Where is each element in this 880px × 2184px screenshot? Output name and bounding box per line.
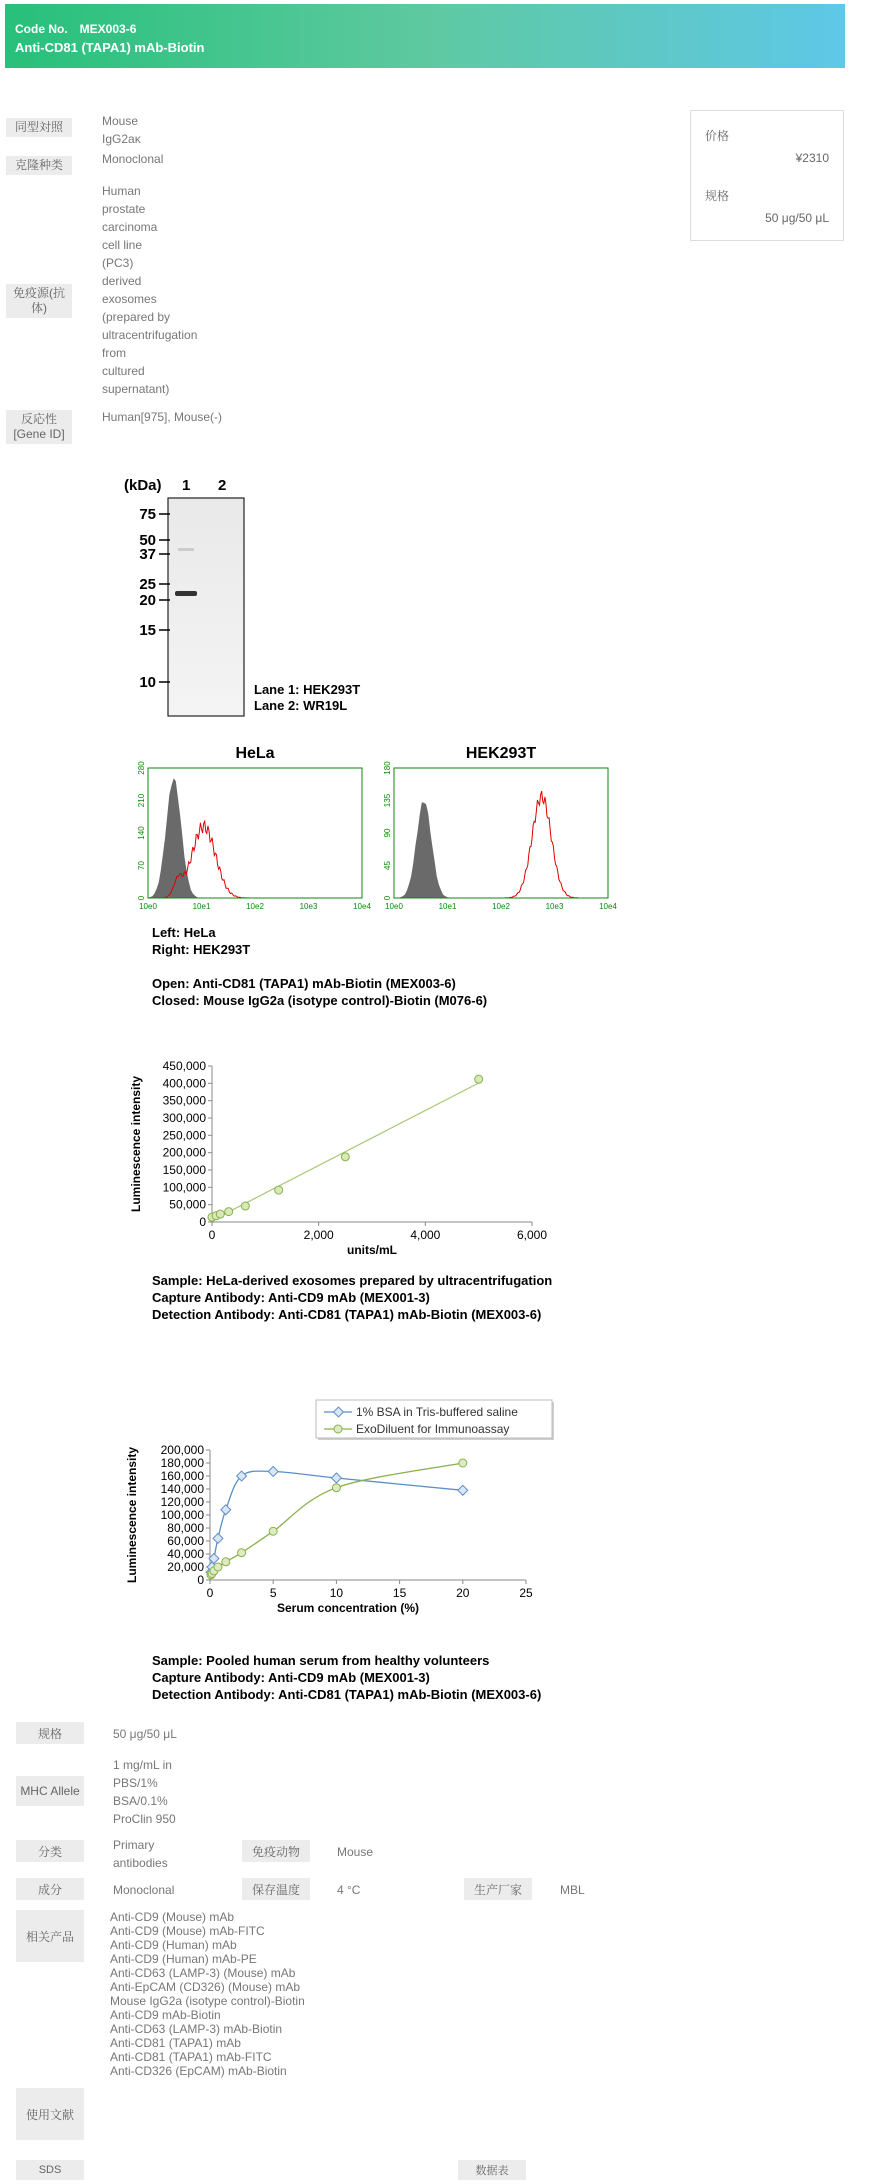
host-animal-label: 免疫动物 xyxy=(242,1840,310,1862)
data-point xyxy=(459,1459,467,1467)
legend-label: 1% BSA in Tris-buffered saline xyxy=(356,1405,518,1419)
spec-value-line: derived xyxy=(102,274,142,288)
chart-caption-line: Sample: HeLa-derived exosomes prepared by ultracentrifugation xyxy=(152,1273,553,1288)
legend-marker xyxy=(334,1425,342,1433)
literature-label: 使用文献 xyxy=(16,2088,84,2140)
ytick-label: 100,000 xyxy=(160,1508,204,1522)
xtick-label: 20 xyxy=(456,1586,470,1600)
fc-xtick-label: 10e1 xyxy=(192,902,211,911)
mhc-allele-line: ProClin 950 xyxy=(113,1812,176,1826)
related-product-item[interactable]: Anti-CD9 (Human) mAb-PE xyxy=(110,1952,257,1966)
western-blot-figure xyxy=(120,470,400,720)
wb-gel xyxy=(168,498,244,716)
ytick-label: 150,000 xyxy=(162,1163,206,1177)
size-value: 50 μg/50 μL xyxy=(765,211,829,225)
related-product-item[interactable]: Anti-CD9 (Mouse) mAb xyxy=(110,1910,235,1924)
wb-marker-label: 75 xyxy=(139,506,156,523)
data-point xyxy=(222,1558,230,1566)
ytick-label: 50,000 xyxy=(169,1197,206,1212)
ytick-label: 0 xyxy=(199,1215,206,1229)
ytick-label: 100,000 xyxy=(162,1180,206,1195)
data-point xyxy=(225,1208,233,1216)
ytick-label: 200,000 xyxy=(160,1443,204,1457)
wb-band xyxy=(178,548,194,551)
fc-ytick-label: 210 xyxy=(137,793,146,808)
xtick-label: 4,000 xyxy=(410,1228,441,1242)
mhc-allele-label: MHC Allele xyxy=(16,1776,84,1806)
storage-value: 4 °C xyxy=(337,1883,361,1897)
standard-curve-caption xyxy=(152,1272,552,1323)
price-box xyxy=(690,110,844,241)
ytick-label: 400,000 xyxy=(162,1076,206,1091)
flow-cytometry-figure xyxy=(130,740,620,920)
fc-caption-line xyxy=(152,958,487,975)
spec-label: 克隆种类 xyxy=(6,156,72,175)
fc-xtick-label: 10e1 xyxy=(438,902,457,911)
ytick-label: 140,000 xyxy=(160,1482,204,1496)
mhc-allele-line: BSA/0.1% xyxy=(113,1794,168,1808)
y-axis-title: Luminescence intensity xyxy=(129,1075,143,1213)
xtick-label: 0 xyxy=(206,1586,214,1600)
data-point xyxy=(269,1527,277,1535)
class-line: antibodies xyxy=(113,1856,168,1870)
data-point xyxy=(458,1485,468,1495)
maker-label: 生产厂家 xyxy=(464,1878,532,1900)
spec-value-line: from xyxy=(102,346,126,360)
wb-marker-label: 15 xyxy=(139,622,156,639)
fc-xtick-label: 10e3 xyxy=(299,902,318,911)
spec-label: 反応性 [Gene ID] xyxy=(6,410,72,444)
serum-dilution-chart xyxy=(120,1390,560,1640)
price-label: 价格 xyxy=(705,129,730,143)
spec-value-line: prostate xyxy=(102,202,146,216)
chart-caption-line: Sample: Pooled human serum from healthy volunteers xyxy=(152,1653,490,1668)
wb-marker-label: 37 xyxy=(139,546,156,563)
serum-dilution-caption xyxy=(152,1652,541,1703)
spec-value-line: Human[975], Mouse(-) xyxy=(102,410,223,424)
fc-panel-title: HeLa xyxy=(235,745,275,762)
fc-ytick-label: 140 xyxy=(137,826,146,840)
chart-caption-line: Capture Antibody: Anti-CD9 mAb (MEX001-3) xyxy=(152,1670,430,1685)
related-products-list xyxy=(110,1910,305,2078)
ytick-label: 450,000 xyxy=(162,1059,206,1073)
related-products-label: 相关产品 xyxy=(16,1910,84,1962)
fc-xtick-label: 10e3 xyxy=(545,902,564,911)
spec-value-line: cultured xyxy=(102,364,145,378)
fc-caption-line: Left: HeLa xyxy=(152,925,216,940)
y-axis-title: Luminescence intensity xyxy=(125,1446,139,1584)
fc-xtick-label: 10e2 xyxy=(492,902,510,911)
spec-value-line: cell line xyxy=(102,238,143,252)
code-number: Code No. MEX003-6 xyxy=(15,22,137,36)
chart-caption-line: Capture Antibody: Anti-CD9 mAb (MEX001-3) xyxy=(152,1290,430,1305)
fc-caption-line: Closed: Mouse IgG2a (isotype control)-Biotin (M076-6) xyxy=(152,993,488,1008)
size-label: 规格 xyxy=(705,189,730,203)
related-product-item[interactable]: Anti-CD63 (LAMP-3) mAb-Biotin xyxy=(110,2022,283,2036)
data-point xyxy=(214,1563,222,1571)
fc-xtick-label: 10e4 xyxy=(353,902,371,911)
sds-link[interactable]: SDS xyxy=(16,2160,84,2180)
related-product-item[interactable]: Anti-CD81 (TAPA1) mAb xyxy=(110,2036,241,2050)
spec-value-line: supernatant) xyxy=(102,382,170,396)
spec-value xyxy=(102,408,222,426)
ytick-label: 20,000 xyxy=(167,1560,204,1574)
spec-value-line: IgG2aκ xyxy=(102,132,141,146)
spec-value-line: ultracentrifugation xyxy=(102,328,198,342)
wb-unit-label: (kDa) xyxy=(124,477,162,494)
x-axis-title: Serum concentration (%) xyxy=(276,1601,420,1615)
fc-xtick-label: 10e0 xyxy=(139,902,157,911)
data-point xyxy=(213,1533,223,1543)
ytick-label: 180,000 xyxy=(160,1456,204,1470)
component-label: 成分 xyxy=(16,1878,84,1900)
xtick-label: 2,000 xyxy=(303,1228,334,1242)
spec-value-line: (PC3) xyxy=(102,256,134,270)
mhc-allele-value xyxy=(113,1756,176,1828)
datasheet-link[interactable]: 数据表 xyxy=(458,2160,526,2180)
mhc-allele-line: PBS/1% xyxy=(113,1776,158,1790)
related-product-item[interactable]: Anti-CD9 (Mouse) mAb-FITC xyxy=(110,1924,265,1938)
class-line: Primary xyxy=(113,1838,155,1852)
ytick-label: 200,000 xyxy=(162,1145,206,1160)
data-point xyxy=(341,1153,349,1161)
xtick-label: 10 xyxy=(329,1586,344,1600)
x-axis-title: units/mL xyxy=(347,1243,397,1257)
product-name: Anti-CD81 (TAPA1) mAb-Biotin xyxy=(15,40,205,55)
related-product-item[interactable]: Anti-CD63 (LAMP-3) (Mouse) mAb xyxy=(110,1966,296,1980)
standard-curve-chart xyxy=(120,1030,560,1260)
fc-isotype-histogram xyxy=(394,802,608,898)
wb-band xyxy=(175,591,197,596)
data-point xyxy=(216,1210,224,1218)
fc-xtick-label: 10e2 xyxy=(246,902,264,911)
chart-caption-line: Detection Antibody: Anti-CD81 (TAPA1) mAb-Biotin (MEX003-6) xyxy=(152,1687,542,1702)
fc-ytick-label: 0 xyxy=(137,895,146,901)
fc-ytick-label: 135 xyxy=(383,793,392,808)
fc-ytick-label: 280 xyxy=(137,761,146,775)
data-point xyxy=(275,1186,283,1194)
wb-lane-legend: Lane 1: HEK293T xyxy=(254,682,361,697)
spec-value-line: Mouse xyxy=(102,114,139,128)
ytick-label: 120,000 xyxy=(160,1495,204,1509)
ytick-label: 160,000 xyxy=(160,1469,204,1483)
mhc-allele-line: 1 mg/mL in xyxy=(113,1758,172,1772)
trendline xyxy=(212,1083,479,1220)
xtick-label: 5 xyxy=(269,1586,277,1600)
fc-ytick-label: 45 xyxy=(383,861,392,870)
related-product-item[interactable]: Mouse IgG2a (isotype control)-Biotin xyxy=(110,1994,305,2008)
fc-xtick-label: 10e4 xyxy=(599,902,617,911)
wb-lane-legend: Lane 2: WR19L xyxy=(254,698,348,713)
fc-xtick-label: 10e0 xyxy=(385,902,403,911)
wb-marker-label: 20 xyxy=(139,592,156,609)
xtick-label: 25 xyxy=(519,1586,533,1600)
spec-value xyxy=(102,150,163,168)
xtick-label: 15 xyxy=(392,1586,407,1600)
spec-value xyxy=(102,112,141,148)
spec-value-line: Monoclonal xyxy=(102,152,164,166)
class-label: 分类 xyxy=(16,1840,84,1862)
host-animal-value: Mouse xyxy=(337,1845,374,1859)
ytick-label: 300,000 xyxy=(162,1111,206,1125)
data-point xyxy=(241,1202,249,1210)
fc-panel-title: HEK293T xyxy=(465,745,537,762)
fc-ytick-label: 90 xyxy=(383,828,392,838)
wb-marker-label: 25 xyxy=(139,576,156,593)
wb-lane-label: 2 xyxy=(218,477,227,494)
price-value: ¥2310 xyxy=(795,151,829,165)
data-point xyxy=(221,1505,231,1515)
component-value: Monoclonal xyxy=(113,1883,175,1897)
spec-label: 同型対照 xyxy=(6,118,72,137)
fc-ytick-label: 180 xyxy=(383,761,392,775)
xtick-label: 6,000 xyxy=(516,1228,548,1242)
related-product-item[interactable]: Anti-CD81 (TAPA1) mAb-FITC xyxy=(110,2050,272,2064)
spec-value-line: (prepared by xyxy=(102,310,171,324)
related-product-item[interactable]: Anti-CD9 (Human) mAb xyxy=(110,1938,237,1952)
spec-value-line: exosomes xyxy=(102,292,157,306)
ytick-label: 60,000 xyxy=(167,1534,204,1548)
related-product-item[interactable]: Anti-CD326 (EpCAM) mAb-Biotin xyxy=(110,2064,287,2078)
fc-caption-line: Open: Anti-CD81 (TAPA1) mAb-Biotin (MEX003-6) xyxy=(152,976,456,991)
storage-label: 保存温度 xyxy=(242,1878,310,1900)
wb-marker-label: 50 xyxy=(139,532,156,549)
related-product-item[interactable]: Anti-EpCAM (CD326) (Mouse) mAb xyxy=(110,1980,301,1994)
data-point xyxy=(331,1473,341,1483)
fc-isotype-histogram xyxy=(148,778,362,898)
ytick-label: 350,000 xyxy=(162,1093,206,1108)
detail-size-value: 50 μg/50 μL xyxy=(113,1727,177,1741)
ytick-label: 40,000 xyxy=(167,1547,204,1561)
legend-label: ExoDiluent for Immunoassay xyxy=(356,1422,510,1436)
wb-marker-label: 10 xyxy=(139,674,156,691)
data-point xyxy=(475,1075,483,1083)
class-value xyxy=(113,1836,168,1872)
product-header xyxy=(5,4,845,68)
ytick-label: 0 xyxy=(197,1573,204,1587)
fc-ytick-label: 0 xyxy=(383,895,392,901)
data-point xyxy=(238,1549,246,1557)
fc-caption-line: Right: HEK293T xyxy=(152,942,251,957)
ytick-label: 80,000 xyxy=(167,1521,204,1535)
maker-value: MBL xyxy=(560,1883,585,1897)
ytick-label: 250,000 xyxy=(162,1128,206,1143)
data-point xyxy=(268,1467,278,1477)
detail-size-label: 规格 xyxy=(16,1722,84,1744)
fc-ytick-label: 70 xyxy=(137,861,146,870)
spec-value-line: carcinoma xyxy=(102,220,158,234)
spec-value-line: Human xyxy=(102,184,141,198)
wb-lane-label: 1 xyxy=(182,477,191,494)
related-product-item[interactable]: Anti-CD9 mAb-Biotin xyxy=(110,2008,221,2022)
chart-caption-line: Detection Antibody: Anti-CD81 (TAPA1) mAb-Biotin (MEX003-6) xyxy=(152,1307,542,1322)
spec-value xyxy=(102,182,197,398)
flow-cytometry-caption xyxy=(152,924,487,1009)
xtick-label: 0 xyxy=(208,1228,216,1242)
spec-label: 免疫源(抗体) xyxy=(6,284,72,318)
data-point xyxy=(332,1484,340,1492)
